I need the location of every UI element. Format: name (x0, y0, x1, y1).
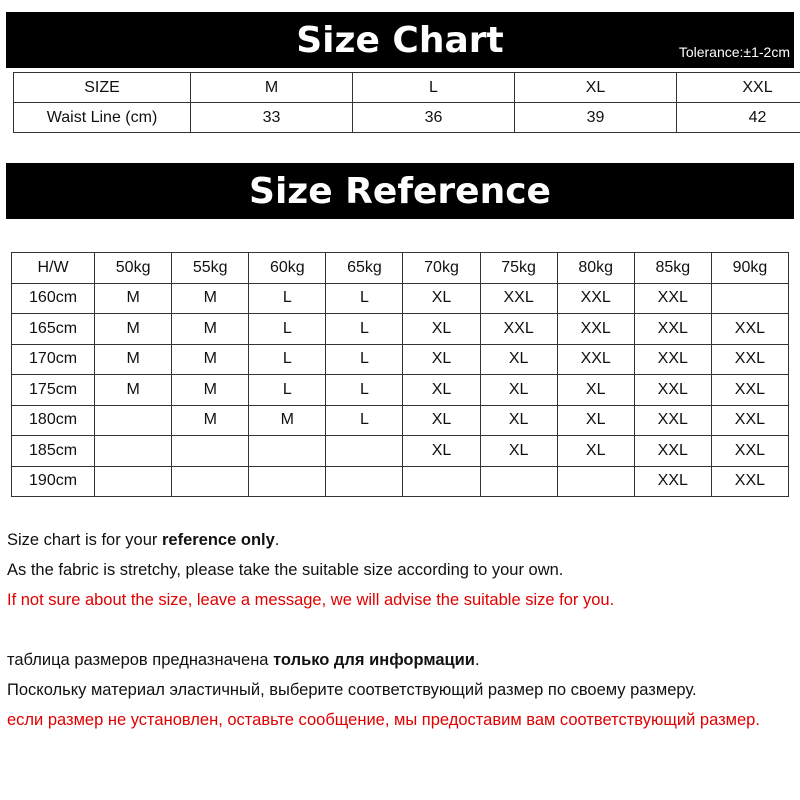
size-ref-header-cell: 50kg (95, 253, 172, 284)
size-ref-header-cell: 90kg (711, 253, 788, 284)
size-ref-row-label: 160cm (12, 283, 95, 314)
size-ref-cell (557, 466, 634, 497)
size-ref-cell: L (326, 314, 403, 345)
size-ref-cell: L (249, 314, 326, 345)
size-ref-cell: XL (403, 375, 480, 406)
size-ref-cell (711, 283, 788, 314)
size-ref-cell (95, 466, 172, 497)
size-ref-cell: XXL (557, 314, 634, 345)
size-ref-row-label: 185cm (12, 436, 95, 467)
note-ru-line1-text: таблица размеров предназначена (7, 651, 274, 669)
size-ref-row (12, 344, 789, 375)
note-en-line3-warning: If not sure about the size, leave a message, we will advise the suitable size for you. (7, 591, 615, 609)
size-ref-cell: XXL (711, 466, 788, 497)
size-ref-cell: XXL (634, 283, 711, 314)
size-ref-cell: L (326, 283, 403, 314)
size-ref-cell: M (172, 405, 249, 436)
size-ref-cell: M (249, 405, 326, 436)
size-ref-cell: XXL (634, 405, 711, 436)
note-ru-line3-warning: если размер не установлен, оставьте сообщение, мы предоставим вам соответствующий размер. (7, 711, 760, 729)
size-ref-header-cell: 65kg (326, 253, 403, 284)
size-ref-cell: XL (557, 405, 634, 436)
size-ref-cell: XXL (634, 436, 711, 467)
size-ref-cell (480, 466, 557, 497)
note-ru-line1-end: . (474, 651, 480, 669)
note-ru-line2: Поскольку материал эластичный, выберите соответствующий размер по своему размеру. (7, 681, 697, 699)
size-ref-header-cell: 60kg (249, 253, 326, 284)
size-ref-cell: XL (480, 405, 557, 436)
size-ref-header-cell: H/W (12, 253, 95, 284)
note-en-line1-end: . (274, 531, 280, 549)
size-ref-cell (249, 466, 326, 497)
size-ref-cell: XXL (557, 344, 634, 375)
size-ref-cell: L (326, 375, 403, 406)
size-ref-row-label: 175cm (12, 375, 95, 406)
size-chart-cell: 36 (353, 103, 515, 133)
size-ref-cell: XXL (711, 405, 788, 436)
size-ref-cell: XXL (634, 344, 711, 375)
size-ref-row (12, 283, 789, 314)
size-chart-header-cell: L (353, 73, 515, 103)
size-ref-cell (172, 466, 249, 497)
size-ref-cell: XXL (480, 314, 557, 345)
size-ref-header-cell: 75kg (480, 253, 557, 284)
size-ref-cell (95, 436, 172, 467)
size-chart-title: Size Chart (296, 19, 504, 61)
size-chart-header-cell: M (191, 73, 353, 103)
size-ref-cell: XXL (711, 375, 788, 406)
size-ref-cell: M (172, 314, 249, 345)
size-ref-cell: XL (403, 405, 480, 436)
note-ru-line1-bold: только для информации (273, 651, 475, 669)
size-chart-header-cell: XXL (677, 73, 800, 103)
size-ref-cell: XXL (480, 283, 557, 314)
note-en-line1-text: Size chart is for your (7, 531, 162, 549)
size-ref-row-label: 165cm (12, 314, 95, 345)
size-ref-cell: M (95, 344, 172, 375)
size-chart-header-cell: XL (515, 73, 677, 103)
size-ref-cell: XXL (634, 314, 711, 345)
note-en-line1-bold: reference only (161, 531, 275, 549)
size-chart-cell: 39 (515, 103, 677, 133)
size-ref-cell: M (172, 375, 249, 406)
size-ref-cell: L (249, 375, 326, 406)
size-ref-row (12, 314, 789, 345)
size-ref-cell: M (95, 283, 172, 314)
size-ref-cell: XXL (711, 314, 788, 345)
size-ref-header-cell: 85kg (634, 253, 711, 284)
size-ref-cell: M (95, 375, 172, 406)
size-ref-row-label: 190cm (12, 466, 95, 497)
size-ref-cell: M (172, 283, 249, 314)
size-ref-header-cell: 80kg (557, 253, 634, 284)
size-ref-header-row (12, 253, 789, 284)
note-ru-line1 (7, 645, 793, 675)
size-ref-row (12, 436, 789, 467)
size-ref-header-cell: 70kg (403, 253, 480, 284)
size-ref-cell (326, 436, 403, 467)
size-ref-row (12, 466, 789, 497)
size-ref-cell (326, 466, 403, 497)
size-chart-cell: 42 (677, 103, 800, 133)
size-chart-banner (6, 12, 794, 68)
size-ref-cell: XXL (711, 344, 788, 375)
size-ref-cell: XL (480, 344, 557, 375)
size-ref-row-label: 180cm (12, 405, 95, 436)
size-ref-cell: L (326, 405, 403, 436)
size-ref-cell: M (172, 344, 249, 375)
size-ref-cell (95, 405, 172, 436)
size-ref-cell: XXL (634, 466, 711, 497)
size-chart-row (14, 103, 800, 133)
size-ref-row (12, 405, 789, 436)
size-ref-cell: L (249, 344, 326, 375)
size-chart-cell: 33 (191, 103, 353, 133)
size-ref-row-label: 170cm (12, 344, 95, 375)
size-ref-header-cell: 55kg (172, 253, 249, 284)
size-ref-cell: XL (403, 436, 480, 467)
note-en-line1 (7, 525, 614, 555)
size-ref-cell: XL (403, 344, 480, 375)
size-chart-table (13, 72, 800, 133)
size-ref-cell: XL (557, 375, 634, 406)
note-en-line2: As the fabric is stretchy, please take the suitable size according to your own. (7, 561, 564, 579)
size-reference-banner (6, 163, 794, 219)
size-ref-cell: L (326, 344, 403, 375)
size-ref-cell (172, 436, 249, 467)
size-ref-cell: XL (480, 436, 557, 467)
size-reference-table (11, 252, 789, 497)
notes-english (7, 525, 614, 615)
size-ref-cell: XL (480, 375, 557, 406)
size-ref-cell (249, 436, 326, 467)
tolerance-note: Tolerance:±1-2cm (678, 44, 790, 60)
size-chart-header-cell: SIZE (14, 73, 191, 103)
size-ref-row (12, 375, 789, 406)
size-reference-title: Size Reference (249, 170, 551, 212)
size-ref-cell: XXL (634, 375, 711, 406)
size-ref-cell: L (249, 283, 326, 314)
size-chart-header-row (14, 73, 800, 103)
size-chart-row-label: Waist Line (cm) (14, 103, 191, 133)
notes-russian (7, 645, 793, 735)
size-ref-cell: XL (403, 283, 480, 314)
size-ref-cell: XL (557, 436, 634, 467)
size-ref-cell: M (95, 314, 172, 345)
size-ref-cell (403, 466, 480, 497)
size-ref-cell: XXL (711, 436, 788, 467)
size-ref-cell: XXL (557, 283, 634, 314)
size-ref-cell: XL (403, 314, 480, 345)
